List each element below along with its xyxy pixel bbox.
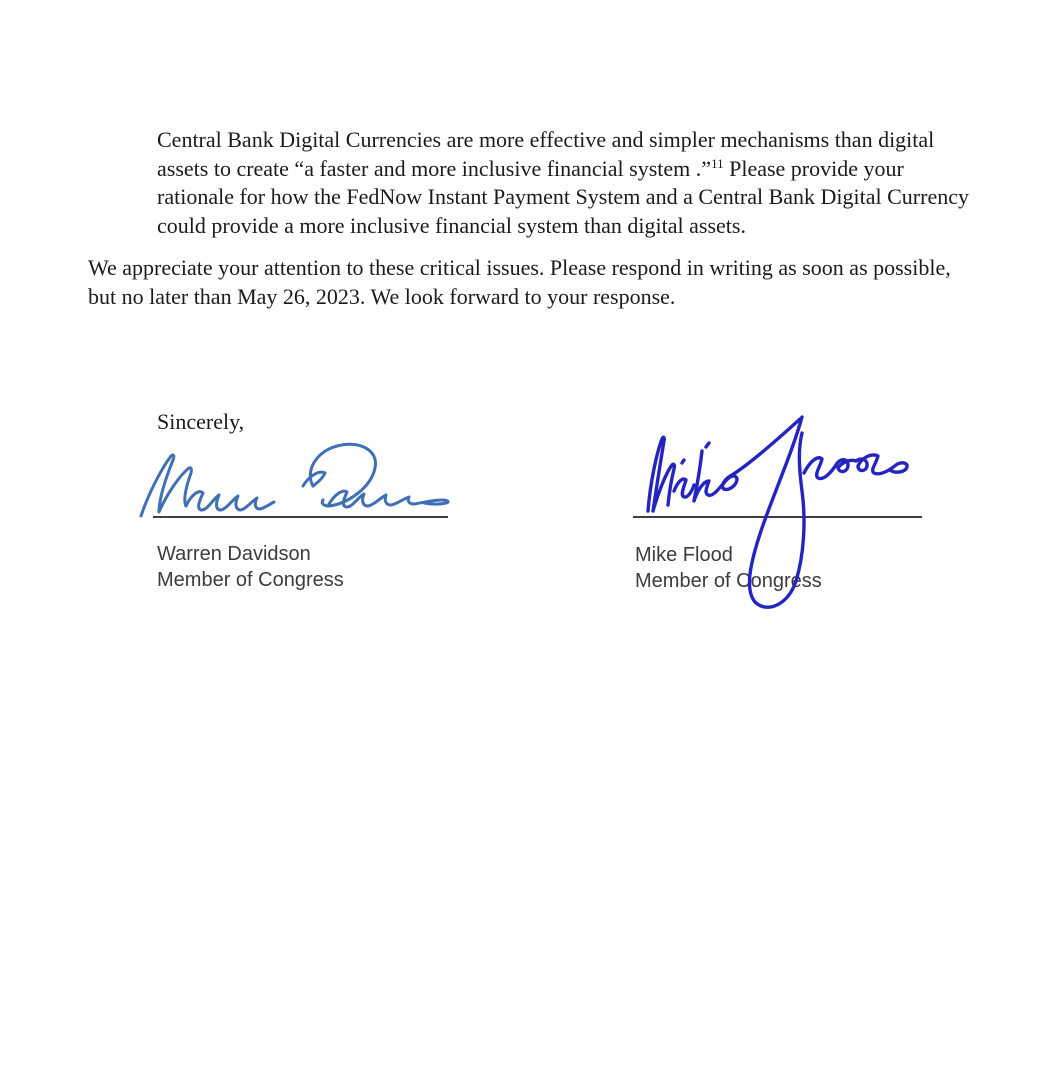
signatory-title: Member of Congress (157, 568, 344, 591)
warren-davidson-signature-icon (133, 442, 468, 532)
signature-block-mike-flood (622, 413, 927, 628)
signature-caption (157, 542, 344, 593)
quote-text-before-footnote: Central Bank Digital Currencies are more effective and simpler mechanisms than digital assets to create “a faster and more inclusive financial system .” (157, 127, 935, 181)
quote-text-after-footnote: Please provide your rationale for how the FedNow Instant Payment System and a Central Bank Digital Currency could provide a more inclusive financial system than digital assets. (157, 155, 969, 238)
signatory-title: Member of Congress (635, 569, 822, 592)
signatory-name: Mike Flood (635, 544, 733, 566)
closing-paragraph: We appreciate your attention to these critical issues. Please respond in writing as soon as possible, but no later than May 26, 2023. We look forward to your response. (88, 255, 951, 309)
signature-line (633, 516, 922, 518)
footnote-reference: 11 (711, 155, 724, 171)
quoted-question-paragraph (157, 126, 972, 240)
signature-caption (635, 543, 822, 594)
signature-line (153, 516, 448, 518)
valediction: Sincerely, (157, 409, 245, 434)
signatory-name: Warren Davidson (157, 543, 311, 565)
mike-flood-signature-icon (622, 413, 927, 628)
signature-block-warren-davidson (133, 442, 468, 642)
